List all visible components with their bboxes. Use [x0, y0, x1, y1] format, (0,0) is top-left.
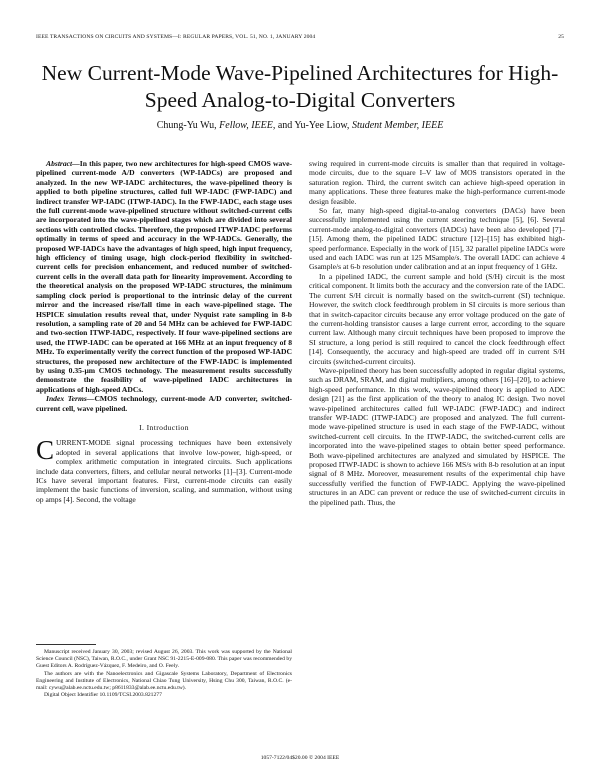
- abstract-label: Abstract—: [46, 159, 80, 168]
- abstract: [36, 159, 292, 394]
- footnote-rule: [36, 644, 96, 645]
- footnote-doi: Digital Object Identifier 10.1109/TCSI.2003.821277: [44, 692, 162, 699]
- page-number: 25: [558, 34, 564, 40]
- author-line: [20, 120, 580, 131]
- right-paragraph-3: In a pipelined IADC, the current sample and hold (S/H) circuit is the most critical component. It limits both the accuracy and the conversion rate of the IADC. The current S/H circuit is normally based on the switch-current (SI) technique. However, the switch clock feedthrough problem in SI circuits is more serious than that in switch-capacitor circuits because any error voltage produced on the gate of the current-holding transistor causes a large current error, according to the square current law. Although many circuit techniques have been proposed to improve the SI structure, a long period is still required to cancel the clock feedthrough effect [14]. Consequently, the accuracy and high-speed are traded off in current S/H circuits (switched-current circuits).: [309, 271, 565, 366]
- journal-header: IEEE TRANSACTIONS ON CIRCUITS AND SYSTEMS—I: REGULAR PAPERS, VOL. 51, NO. 1, JANUARY 2004: [36, 34, 316, 40]
- author-2-role: Student Member, IEEE: [351, 120, 444, 131]
- intro-paragraph: [36, 435, 292, 504]
- running-head: [36, 34, 564, 44]
- footnote: [36, 644, 292, 699]
- right-paragraph-2: So far, many high-speed digital-to-analog converters (DACs) have been successfully implemented using the current steering technique [5], [6]. Several current-mode analog-to-digital converters (IADCs) have been also developed [7]–[15]. Among them, the pipelined IADC structure [12]–[15] has exhibited high-speed performance. Especially in the work of [15], 32 parallel pipeline IADCs were used and each IADC was run at 125 MSample/s. The overall IADC can achieve 4 Gsample/s at 6-b resolution under calibration and at an input frequency of 1 GHz.: [309, 206, 565, 272]
- author-1: Chung-Yu Wu,: [156, 120, 220, 131]
- left-column: [36, 159, 292, 504]
- drop-cap: C: [36, 435, 55, 466]
- footnote-manuscript: Manuscript received January 30, 2003; revised August 26, 2003. This work was supported by the National Science Council (NSC), Taiwan, R.O.C., under Grant NSC 91-2215-E-009-080. This paper was recommended by Guest Editors A. Rodríguez-Vázquez, F. Medeiro, and O. Feely.: [36, 649, 292, 670]
- footnote-affiliation: The authors are with the Nanoelectronics and Gigascale Systems Laboratory, Department of Electronics Engineering and Institute of Electronics, National Chiao Tung University, Hsing Chu 300, Taiwan, R.O.C. (e-mail: cywu@alab.ee.nctu.edu.tw; p8611833@alab.ee.nctu.edu.tw).: [36, 670, 292, 692]
- section-heading: I. Introduction: [139, 422, 189, 432]
- copyright-line: 1057-7122/04$20.00 © 2004 IEEE: [260, 755, 340, 761]
- index-terms: [36, 394, 292, 413]
- abstract-text: In this paper, two new architectures for high-speed CMOS wave-pipelined current-mode A/D converters (WP-IADCs) are proposed and analyzed. In the new WP-IADC architectures, the wave-pipelined theory is applied to both pipeline structures, called full WP-IADC (FWP-IADC) and indirect transfer WP-IADC (ITWP-IADC). In the FWP-IADC, each stage uses the full current-mode wave-pipelined structure without switched-current cells are incorporated into the wave-pipelined stages which are divided into several sections with controlled clocks. Therefore, the proposed ITWP-IADC performs optimally in terms of speed and accuracy in the WP-IADCs. Generally, the proposed WP-IADCs have the advantages of high speed, high input frequency, high efficiency of timing usage, high clock-period flexibility in switched-current cells for precision enhancement, and reduced number of switched-current cells in the overall data path for linearity improvement. According to the theoretical analysis on the proposed WP-IADC structures, the minimum sampling clock period is proportional to the intrinsic delay of the current mirror and the increased rise/fall time in each wave-pipelined stage. The HSPICE simulation results reveal that, under Nyquist rate sampling in 8-b resolution, a sampling rate of 20 and 54 MHz can be achieved for FWP-IADC and two-section ITWP-IADC, respectively. If four wave-pipelined sections are used, the ITWP-IADC can be operated at 166 MHz at an input frequency of 8 MHz. To experimentally verify the correct function of the proposed WP-IADC structures, the proposed new architecture of the FWP-IADC is implemented by using 0.35-μm CMOS technology. The measurement results successfully demonstrate the feasibility of wave-pipelined IADC architectures in applications of high-speed ADCs.: [36, 159, 292, 394]
- intro-text: URRENT-MODE signal processing techniques have been extensively adopted in several applications that involve low-power, high-speed, or complex arithmetic computation in integrated circuits. Such applications include data converters, filters, and cellular neural networks [1]–[3]. Current-mode ICs have several important features. First, current-mode circuits can easily implement the basic functions of inversion, scaling, and summation, without using op amps [4]. Second, the voltage: [36, 438, 292, 504]
- author-1-role: Fellow, IEEE,: [219, 120, 276, 131]
- right-paragraph-4: Wave-pipelined theory has been successfully adopted in regular digital systems, such as DRAM, SRAM, and digital multipliers, among others [16]–[20], to achieve high-speed performance. In this work, wave-pipelined theory is applied to ADC design [21] as the first application of the theory to analog IC design. Two novel wave-pipelined architectures called full WP-IADC (FWP-IADC) and indirect transfer WP-IADC (ITWP-IADC) are proposed and analyzed. The full current-mode wave-pipelined structure is used in each stage of the FWP-IADC, without switched-current cell circuits. In the ITWP-IADC, the switched-current cells are incorporated into the wave-pipelined stages to obtain better speed performance. Both wave-pipelined architectures are analyzed and simulated by HSPICE. The proposed ITWP-IADC is shown to achieve 166 MS/s with 8-b resolution at an input signal of 8 MHz. Moreover, measurement results of the experimental chip have successfully verified the function of FWP-IADC. Applying the wave-pipelined structures in an ADC can prevent or reduce the use of switched-current circuits in the pipelined path. Thus, the: [309, 365, 565, 507]
- index-terms-text: CMOS technology, current-mode A/D converter, switched-current cell, wave pipelined.: [36, 394, 293, 413]
- right-column: [309, 159, 565, 507]
- paper-title: New Current-Mode Wave-Pipelined Architectures for High-Speed Analog-to-Digital Converters: [41, 61, 559, 112]
- author-2: and Yu-Yee Liow,: [275, 120, 352, 131]
- right-paragraph-1: swing required in current-mode circuits is smaller than that required in voltage-mode circuits, due to the square I–V law of MOS transistors operated in the saturation region. Third, the current switch can achieve high-speed operation in many applications. These three features make the high-performance current-mode design feasible.: [309, 159, 565, 206]
- index-terms-label: Index Terms—: [46, 394, 95, 404]
